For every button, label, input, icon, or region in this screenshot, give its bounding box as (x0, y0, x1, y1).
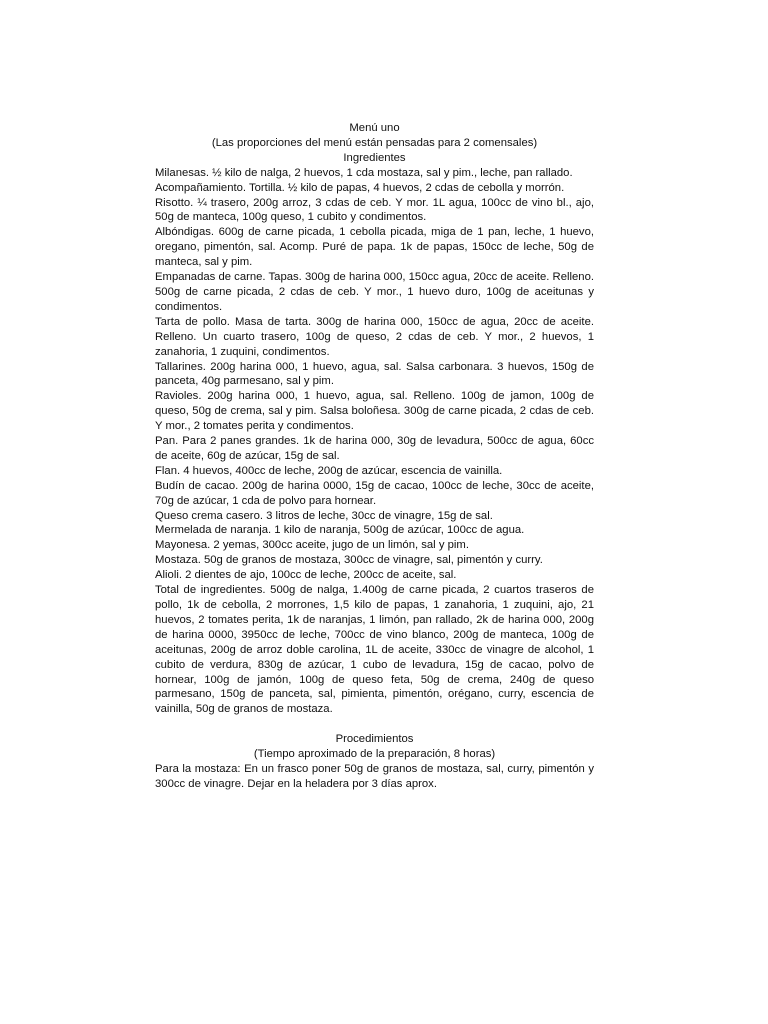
ingredient-paragraph: Mostaza. 50g de granos de mostaza, 300cc de vinagre, sal, pimentón y curry. (155, 554, 543, 567)
ingredient-paragraph: Pan. Para 2 panes grandes. 1k de harina 000, 30g de levadura, 500cc de agua, 60cc de aceite, 60g de azúcar, 15g de sal. (155, 435, 594, 462)
ingredient-total-paragraph: Total de ingredientes. 500g de nalga, 1.400g de carne picada, 2 cuartos traseros de pollo, 1k de cebolla, 2 morrones, 1,5 kilo de papas, 1 zanahoria, 1 zuquini, ajo, 21 huevos, 2 tomates perita, 1k de naranjas, 1 limón, pan rallado, 2k de harina 000, 200g de harina 0000, 3950cc de leche, 700cc de vino blanco, 200g de manteca, 100g de aceitunas, 200g de arroz doble carolina, 1L de aceite, 330cc de vinagre de alcohol, 1 cubito de verdura, 830g de azúcar, 1 cubo de levadura, 15g de cacao, polvo de hornear, 100g de jamón, 100g de queso feta, 50g de crema, 240g de queso parmesano, 150g de panceta, sal, pimienta, pimentón, orégano, curry, escencia de vainilla, 50g de granos de mostaza. (155, 584, 594, 716)
ingredient-paragraph: Mermelada de naranja. 1 kilo de naranja, 500g de azúcar, 100cc de agua. (155, 524, 525, 537)
ingredient-paragraph: Queso crema casero. 3 litros de leche, 30cc de vinagre, 15g de sal. (155, 509, 493, 522)
procedures-list (155, 762, 594, 792)
procedure-paragraph: Para la mostaza: En un frasco poner 50g de granos de mostaza, sal, curry, pimentón y 300cc de vinagre. Dejar en la heladera por 3 días aprox. (155, 762, 594, 790)
ingredient-paragraph: Empanadas de carne. Tapas. 300g de harina 000, 150cc agua, 20cc de aceite. Relleno. 500g de carne picada, 2 cdas de ceb. Y mor., 1 huevo duro, 100g de aceitunas y condimentos. (155, 271, 594, 313)
ingredient-paragraph: Milanesas. ½ kilo de nalga, 2 huevos, 1 cda mostaza, sal y pim., leche, pan rallado. (155, 166, 573, 179)
procedures-subtitle: (Tiempo aproximado de la preparación, 8 horas) (253, 748, 496, 761)
ingredient-paragraph: Mayonesa. 2 yemas, 300cc aceite, jugo de un limón, sal y pim. (155, 539, 469, 552)
ingredients-heading: Ingredientes (343, 151, 406, 164)
ingredient-paragraph: Acompañamiento. Tortilla. ½ kilo de papas, 4 huevos, 2 cdas de cebolla y morrón. (155, 181, 565, 194)
menu-subtitle: (Las proporciones del menú están pensadas para 2 comensales) (211, 136, 538, 149)
ingredient-paragraph: Budín de cacao. 200g de harina 0000, 15g de cacao, 100cc de leche, 30cc de aceite, 70g de azúcar, 1 cda de polvo para hornear. (155, 479, 594, 507)
ingredient-paragraph: Tarta de pollo. Masa de tarta. 300g de harina 000, 150cc de agua, 20cc de aceite. Relleno. Un cuarto trasero, 100g de queso, 2 cdas de ceb. Y mor., 2 huevos, 1 zanahoria, 1 zuquini, condimentos. (155, 315, 594, 358)
ingredient-paragraph: Tallarines. 200g harina 000, 1 huevo, agua, sal. Salsa carbonara. 3 huevos, 150g de panceta, 40g parmesano, sal y pim. (155, 360, 594, 388)
ingredient-paragraph: Alioli. 2 dientes de ajo, 100cc de leche, 200cc de aceite, sal. (155, 569, 457, 582)
procedures-heading: Procedimientos (335, 733, 414, 746)
ingredient-paragraph: Flan. 4 huevos, 400cc de leche, 200g de azúcar, escencia de vainilla. (155, 464, 503, 477)
document-page (155, 121, 594, 792)
menu-title: Menú uno (349, 122, 400, 134)
ingredient-paragraph: Ravioles. 200g harina 000, 1 huevo, agua, sal. Relleno. 100g de jamon, 100g de queso, 50g de crema, sal y pim. Salsa boloñesa. 300g de carne picada, 2 cdas de ceb. Y mor., 2 tomates perita y condimentos. (155, 390, 594, 433)
ingredient-paragraph: Risotto. ¼ trasero, 200g arroz, 3 cdas de ceb. Y mor. 1L agua, 100cc de vino bl., ajo, 50g de manteca, 100g queso, 1 cubito y condimentos. (155, 196, 594, 224)
ingredient-paragraph: Albóndigas. 600g de carne picada, 1 cebolla picada, miga de 1 pan, leche, 1 huevo, oregano, pimentón, sal. Acomp. Puré de papa. 1k de papas, 150cc de leche, 50g de manteca, sal y pim. (155, 226, 594, 269)
ingredients-list (155, 166, 594, 718)
section-spacer (155, 717, 594, 732)
